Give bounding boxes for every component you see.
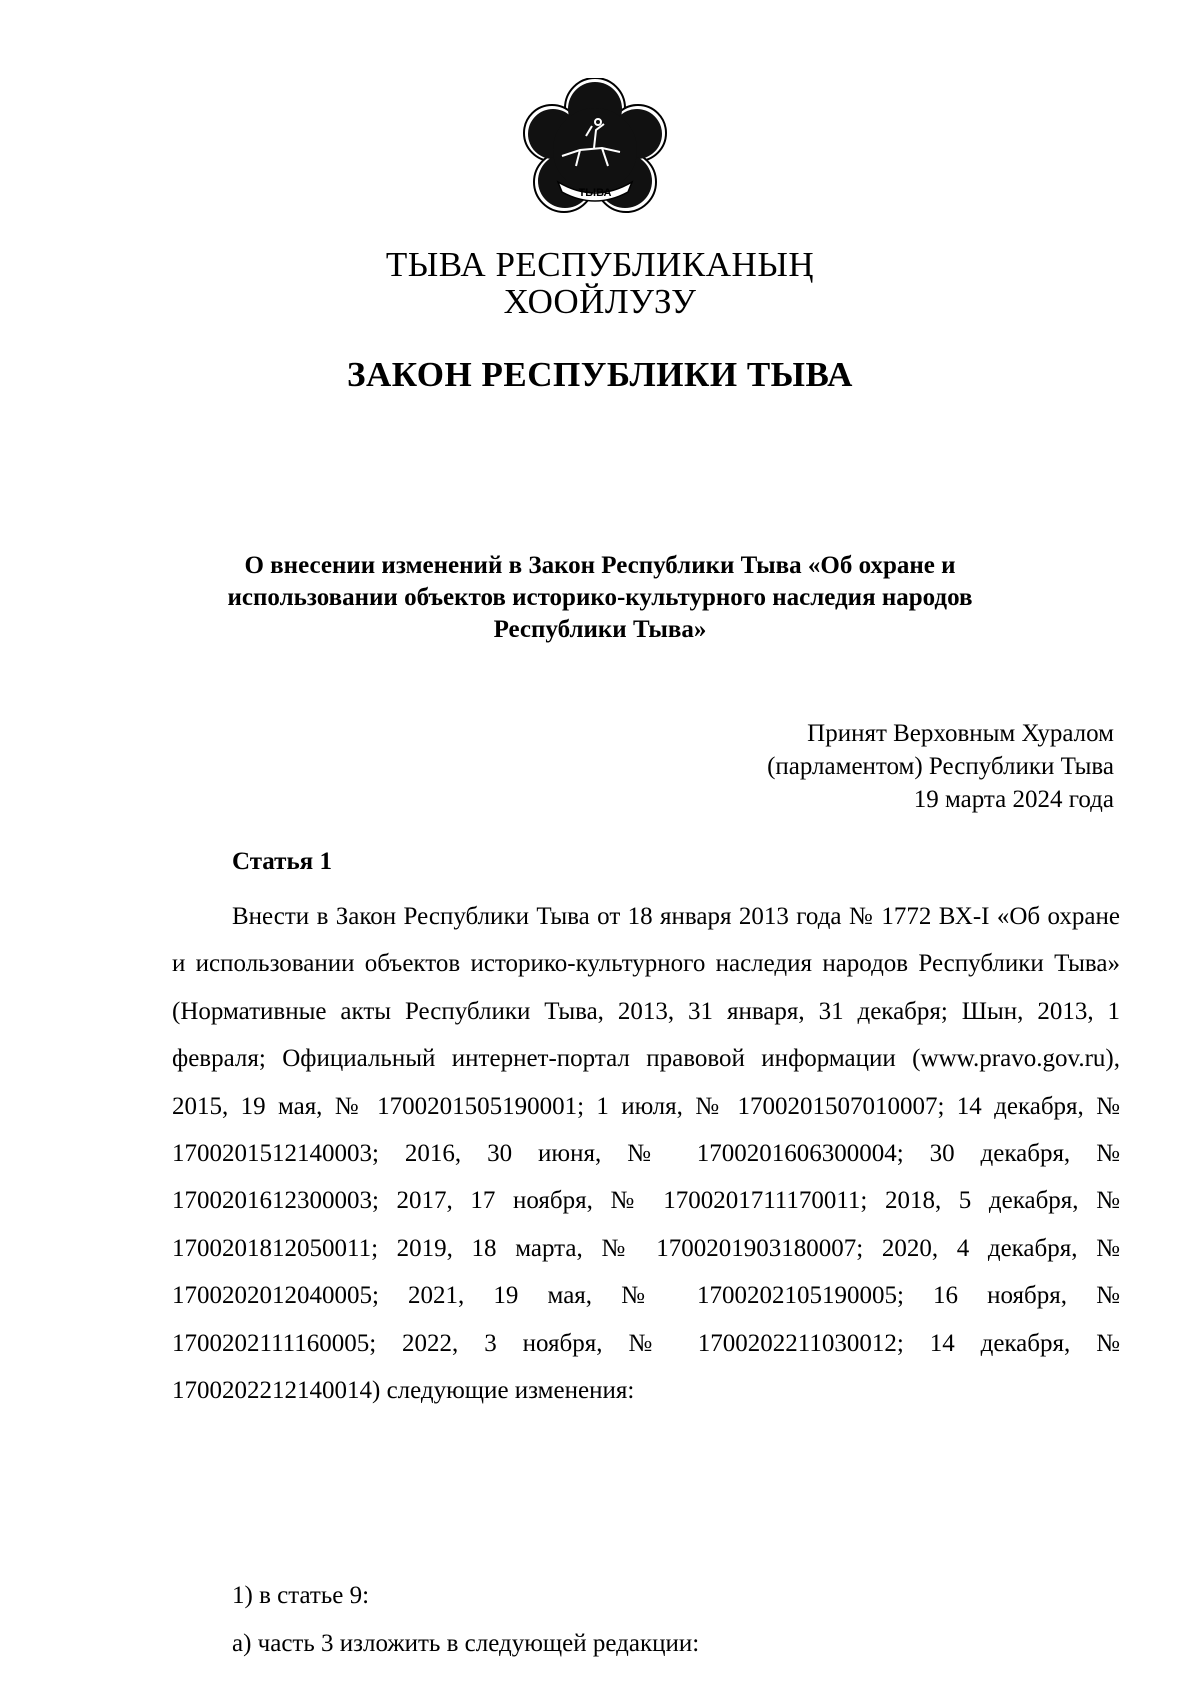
adoption-date: 19 марта 2024 года (913, 786, 1114, 813)
emblem-tuva (522, 78, 668, 218)
article-heading: Статья 1 (232, 848, 332, 875)
article-paragraph: Внести в Закон Республики Тыва от 18 января 2013 года № 1772 ВХ-I «Об охране и использовании объектов историко-культурного наследия народов Республики Тыва» (Нормативные акты Республики Тыва, 2013, 31 января, 31 декабря; Шын, 2013, 1 февраля; Официальный интернет-портал правовой информации (www.pravo.gov.ru), 2015, 19 мая, № 1700201505190001; 1 июля, № 1700201507010007; 14 декабря, № 1700201512140003; 2016, 30 июня, № 1700201606300004; 30 декабря, № 1700201612300003; 2017, 17 ноября, № 1700201711170011; 2018, 5 декабря, № 1700201812050011; 2019, 18 марта, № 1700201903180007; 2020, 4 декабря, № 1700202012040005; 2021, 19 мая, № 1700202105190005; 16 ноября, № 1700202111160005; 2022, 3 ноября, № 1700202211030012; 14 декабря, № 1700202212140014) следующие изменения: (172, 903, 1120, 1405)
adoption-line2: (парламентом) Республики Тыва (767, 753, 1114, 780)
header-tuvan-line2: ХООЙЛУЗУ (503, 282, 697, 321)
adoption-line1: Принят Верховным Хуралом (807, 720, 1114, 747)
emblem-label: ТЫВА (578, 187, 612, 199)
header-tuvan-line1: ТЫВА РЕСПУБЛИКАНЫҢ (385, 245, 815, 284)
adoption-note (767, 717, 1114, 816)
document-title: О внесении изменений в Закон Республики Тыва «Об охране и использовании объектов историко-культурного наследия народов Республики Тыва» (227, 552, 973, 643)
list-item: а) часть 3 изложить в следующей редакции: (232, 1630, 700, 1657)
header-russian: ЗАКОН РЕСПУБЛИКИ ТЫВА (347, 355, 853, 394)
list-item: 1) в статье 9: (232, 1582, 370, 1609)
emblem-graphic (522, 78, 668, 218)
